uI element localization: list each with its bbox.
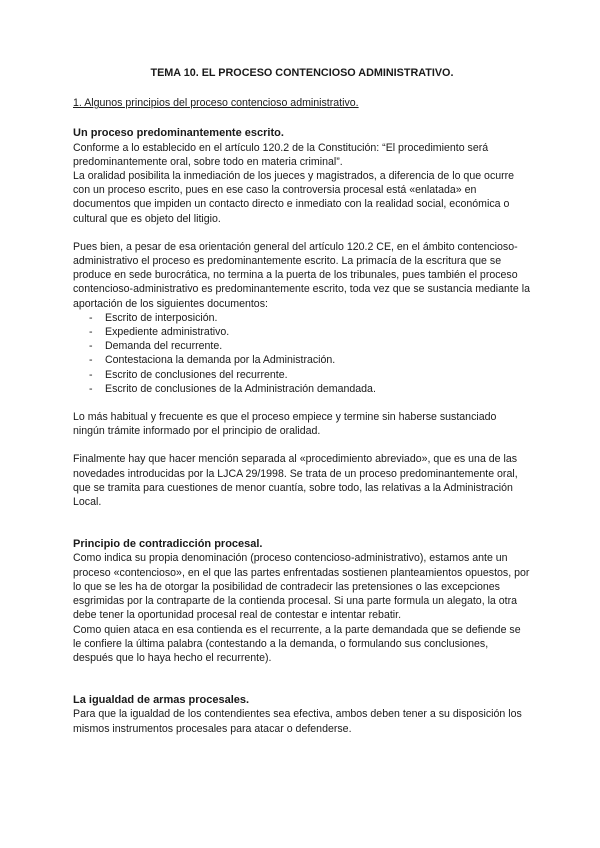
paragraph: Conforme a lo establecido en el artículo 120.2 de la Constitución: “El procedimiento será predominantemente oral, sobre todo en materia criminal”.: [73, 141, 489, 168]
paragraph: Pues bien, a pesar de esa orientación general del artículo 120.2 CE, en el ámbito contencioso-administrativo el proceso es predominantemente escrito. La primacía de la escritura que se produce en sede burocrática, no termina a la puerta de los tribunales, pues también el proceso contencioso-administrativo es predominantemente escrito, toda vez que se sustancia mediante la aportación de los siguientes documentos:: [73, 240, 530, 310]
paragraph: Finalmente hay que hacer mención separada al «procedimiento abreviado», que es una de las novedades introducidas por la LJCA 29/1998. Se trata de un proceso predominantemente oral, que se tramita para cuestiones de menor cuantía, sobre todo, las relativas a la Administración Local.: [73, 453, 518, 509]
list-marker: -: [89, 382, 93, 395]
paragraph: Para que la igualdad de los contendientes sea efectiva, ambos deben tener a su disposición los mismos instrumentos procesales para atacar o defenderse.: [73, 708, 522, 735]
list-item: - Contestaciona la demanda por la Administración.: [89, 354, 336, 367]
heading-escrito: Un proceso predominantemente escrito.: [73, 127, 284, 140]
list-marker: -: [89, 326, 93, 339]
document-page: [73, 66, 531, 736]
paragraph: Lo más habitual y frecuente es que el proceso empiece y termine sin haberse sustanciado ningún trámite informado por el principio de oralidad.: [73, 411, 497, 438]
list-item: - Escrito de conclusiones del recurrente.: [89, 368, 288, 381]
paragraph: Como quien ataca en esa contienda es el recurrente, a la parte demandada que se defiende se le confiere la última palabra (contestando a la demanda, o formulando sus conclusiones, después que lo haya hecho el recurrente).: [73, 623, 521, 664]
document-list: [73, 311, 531, 396]
document-title: TEMA 10. EL PROCESO CONTENCIOSO ADMINISTRATIVO.: [150, 67, 454, 79]
list-item: - Escrito de conclusiones de la Administración demandada.: [89, 382, 376, 395]
list-item: - Demanda del recurrente.: [89, 340, 223, 353]
paragraph: La oralidad posibilita la inmediación de los jueces y magistrados, a diferencia de lo que ocurre con un proceso escrito, pues en ese caso la controversia procesal está «enlatada» en documentos que impiden un contacto directo e inmediato con la realidad social, económica o cultural que es objeto del litigio.: [73, 170, 515, 225]
list-marker: -: [89, 368, 93, 381]
list-marker: -: [89, 340, 93, 353]
heading-contradiccion: Principio de contradicción procesal.: [73, 538, 263, 551]
section-subtitle: 1. Algunos principios del proceso contencioso administrativo.: [73, 97, 359, 110]
heading-igualdad: La igualdad de armas procesales.: [73, 694, 250, 707]
list-marker: -: [89, 311, 93, 324]
list-marker: -: [89, 354, 93, 367]
paragraph: Como indica su propia denominación (proceso contencioso-administrativo), estamos ante un proceso «contencioso», en el que las partes enfrentadas sostienen planteamientos opuestos, por lo que se les ha de otorgar la posibilidad de contradecir las pretensiones o las excepciones esgrimidas por la contraparte de la contienda procesal. Si una parte formula un alegato, la otra debe tener la oportunidad procesal real de contestar e intentar rebatir.: [73, 552, 530, 622]
list-item: - Escrito de interposición.: [89, 311, 218, 324]
list-item: - Expediente administrativo.: [89, 326, 230, 339]
